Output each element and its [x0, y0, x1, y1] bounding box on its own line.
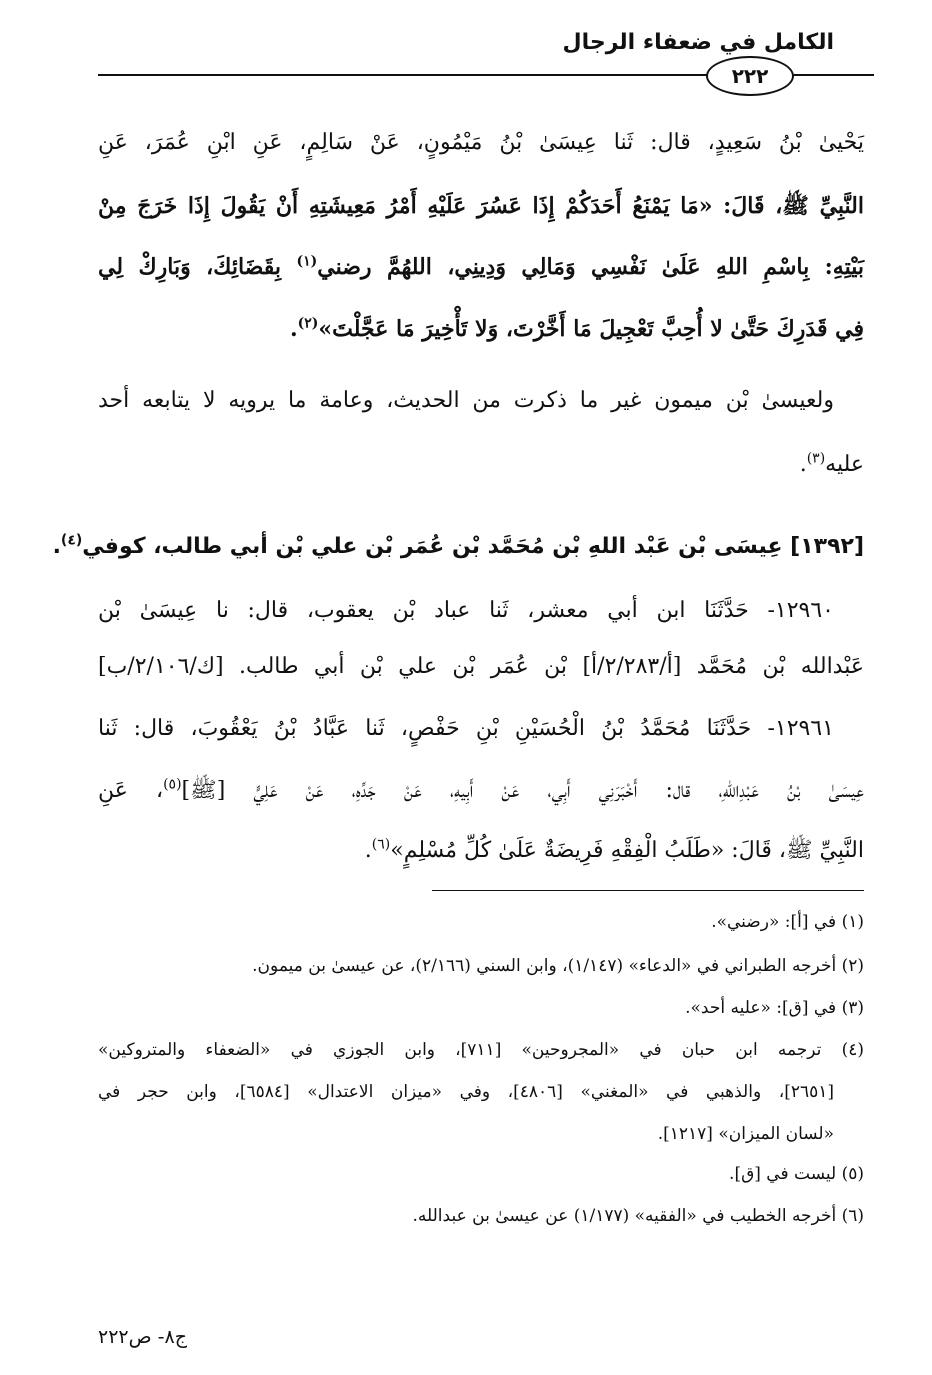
text-line: ولعيسىٰ بْن ميمون غير ما ذكرت من الحديث، وعامة ما يرويه لا يتابعه أحد [98, 388, 834, 413]
text-line: عليه$^{(٣)}$. [799, 450, 864, 477]
footnote-marker: (٦) [371, 836, 391, 853]
footnote-continuation: [٢٦٥١]، والذهبي في «المغني» [٤٨٠٦]، وفي «ميزان الاعتدال» [٦٥٨٤]، وابن حجر في [98, 1082, 835, 1102]
footnote: (٢) أخرجه الطبراني في «الدعاء» (١/١٤٧)، وابن السني (٢/١٦٦)، عن عيسىٰ بن ميمون. [252, 956, 864, 976]
entry-heading: [١٣٩٢] عِيسَى بْن عَبْد اللهِ بْن مُحَمَّد بْن عُمَر بْن علي بْن أبي طالب، كوفي$^{(٤)}$. [52, 532, 864, 559]
text-line: بَيْتِهِ: بِاسْمِ اللهِ عَلَىٰ نَفْسِي وَمَالِي وَدِينِي، اللهُمَّ رضني$^{(١)}$ بِقَضَائِكَ، وَبَارِكْ لِي [98, 253, 864, 280]
text-line: النَّبِيِّ ﷺ، قَالَ: «مَا يَمْنَعُ أَحَدَكُمْ إِذَا عَسُرَ عَلَيْهِ أَمْرُ مَعِيشَتِهِ أَنْ يَقُولَ إِذَا خَرَجَ مِنْ [98, 193, 864, 219]
page-number-badge: ٢٢٢ [706, 56, 794, 96]
footnote: (٤) ترجمه ابن حبان في «المجروحين» [٧١١]، وابن الجوزي في «الضعفاء والمتروكين» [98, 1040, 864, 1060]
footnote: (٣) في [ق]: «عليه أحد». [685, 998, 864, 1018]
footnote-marker: (٤) [60, 532, 83, 549]
running-header-title: الكامل في ضعفاء الرجال [562, 30, 834, 55]
footnote-continuation: «لسان الميزان» [١٢١٧]. [657, 1124, 834, 1144]
footnote-marker: (٣) [806, 450, 826, 467]
hadith-line: ١٢٩٦٠- حَدَّثَنَا ابن أبي معشر، ثَنا عباد بْن يعقوب، قال: نا عِيسَىٰ بْن [98, 598, 834, 623]
text-line: عِيسَىٰ بْنُ عَبْدِاللهِ، قال: أَخْبَرَنِي أَبِي، عَنْ أَبِيهِ، عَنْ جَدِّهِ، عَنْ عَلِيٍّ [ﷺ]$^{(٥)}$، عَنِ [98, 776, 865, 803]
footnote-marker: (١) [296, 253, 318, 270]
page-footer: ج٨- ص٢٢٢ [98, 1326, 187, 1348]
text-line: عَبْدالله بْن مُحَمَّد [أ/٢/٢٨٣/أ] بْن عُمَر بْن علي بْن أبي طالب. [ك/٢/١٠٦/ب] [98, 654, 864, 679]
text-line: النَّبِيِّ ﷺ، قَالَ: «طَلَبُ الْفِقْهِ فَرِيضَةٌ عَلَىٰ كُلِّ مُسْلِمٍ»$^{(٦)}$. [364, 836, 864, 863]
hadith-line: ١٢٩٦١- حَدَّثَنَا مُحَمَّدُ بْنُ الْحُسَيْنِ بْنِ حَفْصٍ، ثَنا عَبَّادُ بْنُ يَعْقُوبَ، قال: ثَنا [98, 716, 834, 741]
footnote-separator [432, 890, 864, 891]
footnote-marker: (٢) [297, 315, 319, 332]
text-line: يَحْيىٰ بْنُ سَعِيدٍ، قال: ثَنا عِيسَىٰ بْنُ مَيْمُونٍ، عَنْ سَالِمٍ، عَنِ ابْنِ عُمَرَ، عَنِ [98, 130, 864, 155]
text-line: فِي قَدَرِكَ حَتَّىٰ لا أُحِبَّ تَعْجِيلَ مَا أَخَّرْتَ، وَلا تَأْخِيرَ مَا عَجَّلْتَ»$^{(٢)}$. [289, 315, 864, 342]
footnote: (٥) ليست في [ق]. [729, 1164, 864, 1184]
footnote-marker: (٥) [163, 776, 182, 793]
footnote: (٦) أخرجه الخطيب في «الفقيه» (١/١٧٧) عن عيسىٰ بن عبدالله. [412, 1206, 864, 1226]
footnote: (١) في [أ]: «رضني». [711, 912, 864, 932]
